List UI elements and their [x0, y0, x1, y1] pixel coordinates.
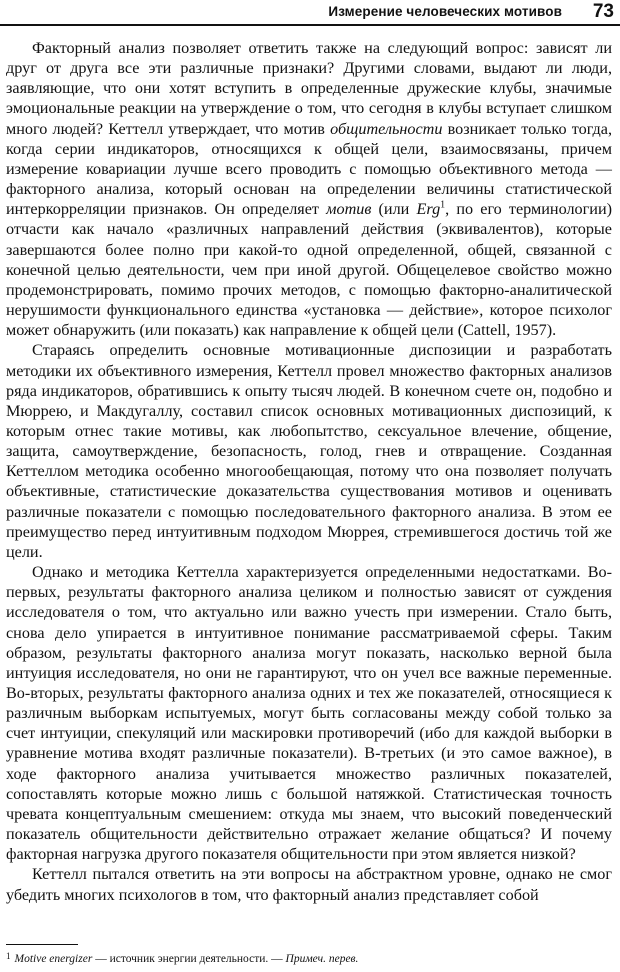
footnote-note: Примеч. перев. — [285, 953, 359, 965]
text-run: Стараясь определить основные мотивационные диспозиции и разработать методики их объективного измерения, Кеттелл провел множество факторных анализов ряда индикаторов, обратившись к опыту тысяч людей. В конечном счете он, подобно и Мюррею, и Макдугаллу, составил список основных мотивационных диспозиций, к которым отнес такие мотивы, как любопытство, сексуальное влечение, общение, защита, самоутверждение, безопасность, голод, гнев и отвращение. Созданная Кеттеллом методика особенно многообещающая, потому что она позволяет получать объективные, статистические доказательства существования мотивов и оценивать различные показатели с помощью последовательного факторного анализа. В этом ее преимущество перед интуитивным подходом Мюррея, стремившегося достичь той же цели. — [6, 341, 612, 561]
text-run: (или — [371, 200, 417, 219]
main-text — [6, 38, 612, 905]
page-number: 73 — [592, 1, 614, 22]
italic-term: общительности — [330, 119, 443, 138]
footnote-reference: 1 — [440, 199, 446, 211]
running-head: Измерение человеческих мотивов — [328, 4, 562, 19]
text-run: Однако и методика Кеттелла характеризуется определенными недостатками. Во-первых, результаты факторного анализа целиком и полностью зависят от суждения исследователя о том, что актуально или важно учесть при измерении. Стало быть, снова дело упирается в интуитивное понимание рассматриваемой сферы. Таким образом, результаты факторного анализа могут показать, насколько верной была интуиция исследователя, но они не гарантируют, что он учел все важные переменные. Во-вторых, результаты факторного анализа одних и тех же показателей, относящиеся к различным выборкам испытуемых, могут быть согласованы между собой только за счет интуиции, спекуляций или маскировки противоречий (ибо для каждой выборки в уравнение мотива входят различные показатели). В-третьих (и это самое важное), в ходе факторного анализа учитывается множество различных показателей, сопоставлять которые можно лишь с большой натяжкой. Статистическая точность чревата концептуальным смешением: откуда мы знаем, что высокий поведенческий показатель общительности действительно отражает желание общаться? И почему факторная нагрузка другого показателя общительности при этом является низкой? — [6, 563, 612, 864]
paragraph — [6, 562, 612, 864]
italic-term: Erg — [416, 200, 441, 219]
paragraph — [6, 864, 612, 904]
page-header — [0, 0, 620, 28]
text-run: Кеттелл пытался ответить на эти вопросы на абстрактном уровне, однако не смог убедить многих психологов в том, что факторный анализ представляет собой — [6, 865, 612, 904]
footnote-marker: 1 — [6, 951, 11, 961]
text-run: Факторный анализ позволяет ответить также на следующий вопрос: зависят ли друг от друга все эти различные признаки? Другими словами, выдают ли люди, заявляющие, что они хотят вступить в определенные дружеские клубы, значимые эмоциональные реакции на утверждение о том, что сегодня в клубы вступает слишком много людей? Кеттелл утверждает, что мотив — [6, 39, 612, 138]
footnote-rule — [6, 944, 78, 945]
text-run: , по его терминологии) отчасти как начало «различных направлений действия (эквивалентов), которые завершаются более полно при какой-то одной определенной, общей, связанной с конечной целью деятельности, чем при иной другой. Общецелевое свойство можно продемонстрировать, помимо прочих методов, с помощью факторно-аналитической нерушимости функционального единства «установка — действие», которое психолог может обнаружить (или показать) как направление к общей цели (Cattell, 1957). — [6, 200, 613, 340]
footnote-term: Motive energizer — [14, 953, 93, 965]
italic-term: мотив — [326, 200, 372, 219]
text-run: возникает только тогда, когда серии индикаторов, относящихся к общей цели, взаимосвязаны, причем измерение ковариации лучше всего проводить с помощью объективного метода — факторного анализа, который основан на определении величины статистической интеркорреляции признаков. Он определяет — [6, 119, 612, 219]
paragraph — [6, 38, 612, 340]
footnote — [6, 951, 358, 965]
footnote-text: — источник энергии деятельности. — — [92, 953, 286, 965]
paragraph — [6, 340, 612, 562]
header-rule — [0, 24, 620, 26]
